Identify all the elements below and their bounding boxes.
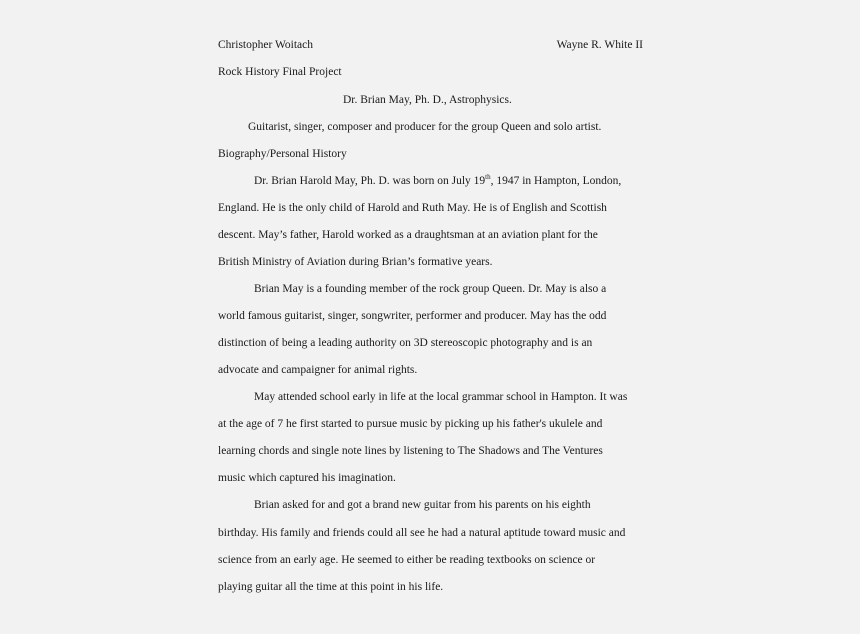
instructor-name: Wayne R. White II (556, 39, 643, 51)
project-title: Rock History Final Project (218, 66, 342, 78)
paragraph-line: England. He is the only child of Harold and Ruth May. He is of English and Scottish (218, 202, 607, 214)
paragraph-line: British Ministry of Aviation during Brian’s formative years. (218, 256, 493, 268)
paragraph-line: science from an early age. He seemed to either be reading textbooks on science or (218, 554, 596, 566)
paragraph-line: at the age of 7 he first started to pursue music by picking up his father's ukulele and (218, 418, 603, 430)
paragraph-line: Brian May is a founding member of the rock group Queen. Dr. May is also a (254, 283, 607, 295)
paragraph-line: distinction of being a leading authority on 3D stereoscopic photography and is an (218, 337, 593, 349)
paragraph-line: playing guitar all the time at this point in his life. (218, 581, 444, 593)
paragraph-line: Brian asked for and got a brand new guitar from his parents on his eighth (254, 499, 591, 511)
paragraph-line: advocate and campaigner for animal rights. (218, 364, 418, 376)
paragraph-line (254, 174, 621, 188)
birth-text-before: Dr. Brian Harold May, Ph. D. was born on July 19 (254, 175, 486, 187)
paragraph-line: birthday. His family and friends could all see he had a natural aptitude toward music and (218, 527, 626, 539)
author-name: Christopher Woitach (218, 39, 313, 51)
paragraph-line: May attended school early in life at the local grammar school in Hampton. It was (254, 391, 628, 403)
paragraph-line: learning chords and single note lines by listening to The Shadows and The Ventures (218, 445, 603, 457)
birth-text-after: , 1947 in Hampton, London, (490, 175, 622, 187)
paragraph-line: descent. May’s father, Harold worked as a draughtsman at an aviation plant for the (218, 229, 598, 241)
section-heading: Biography/Personal History (218, 148, 347, 160)
subject-title: Dr. Brian May, Ph. D., Astrophysics. (343, 94, 512, 106)
tagline: Guitarist, singer, composer and producer for the group Queen and solo artist. (248, 121, 602, 133)
paragraph-line: music which captured his imagination. (218, 472, 396, 484)
birth-text-sup: th (485, 173, 491, 182)
paragraph-line: world famous guitarist, singer, songwriter, performer and producer. May has the odd (218, 310, 607, 322)
